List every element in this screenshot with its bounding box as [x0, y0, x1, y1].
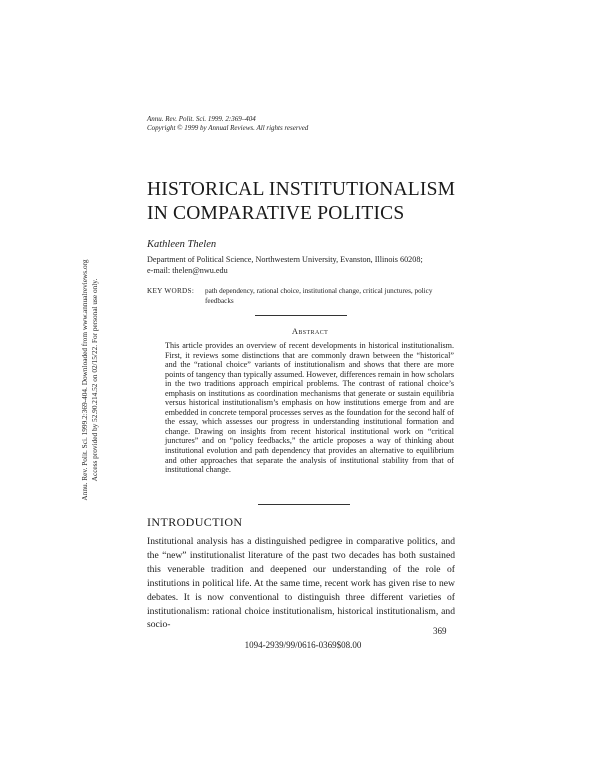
copyright-notice: Copyright © 1999 by Annual Reviews. All rights reserved [147, 124, 309, 132]
author-affiliation: Department of Political Science, Northwestern University, Evanston, Illinois 60208; [147, 255, 423, 264]
abstract-top-divider [255, 315, 347, 316]
footer-code: 1094-2939/99/0616-0369$08.00 [244, 640, 362, 650]
page-number: 369 [433, 626, 447, 636]
side-note-line-1: Annu. Rev. Polit. Sci. 1999.2:369-404. Downloaded from www.annualreviews.org [80, 259, 89, 501]
title-line-2: IN COMPARATIVE POLITICS [147, 203, 405, 224]
journal-citation: Annu. Rev. Polit. Sci. 1999. 2:369–404 [147, 115, 256, 123]
side-note-line-2: Access provided by 52.90.214.52 on 02/15/22. For personal use only. [89, 278, 99, 482]
introduction-text: Institutional analysis has a distinguished pedigree in comparative politics, and the “new” institutionalist literature of the past two decades has both sustained this venerable tradition and deepened our understanding of the role of institutions in political life. At the same time, recent work has given rise to new debates. It is now conventional to distinguish three different varieties of institutionalism: rational choice institutionalism, historical institutionalism, and socio- [147, 536, 455, 631]
journal-header [147, 115, 308, 133]
abstract-text: This article provides an overview of recent developments in historical institutionalism. First, it reviews some distinctions that are commonly drawn between the “historical” and the “rational choice” variants of institutionalism and shows that there are more points of tangency than typically assumed. However, differences remain in how scholars in the two traditions approach empirical problems. The contrast of rational choice’s emphasis on institutions as coordination mechanisms that generate or sustain equilibria versus historical institutionalism’s emphasis on how institutions emerge from and are embedded in concrete temporal processes serves as the foundation for the second half of the essay, which assesses our progress in understanding institutional formation and change. Drawing on insights from recent historical institutional work on “critical junctures” and on “policy feedbacks,” the article proposes a way of thinking about institutional evolution and path dependency that provides an alternative to equilibrium and other approaches that separate the analysis of institutional stability from that of institutional change. [165, 341, 454, 475]
author-affiliation-block [147, 254, 423, 276]
author-name: Kathleen Thelen [147, 239, 217, 250]
abstract-heading: Abstract [291, 326, 329, 336]
abstract-bottom-divider [258, 504, 350, 505]
author-email[interactable]: e-mail: thelen@nwu.edu [147, 266, 228, 275]
introduction-heading: INTRODUCTION [147, 515, 243, 529]
title-line-1: HISTORICAL INSTITUTIONALISM [147, 179, 456, 200]
article-title [147, 178, 455, 226]
download-side-note [80, 230, 100, 530]
keywords-block [147, 286, 447, 306]
keywords-text: path dependency, rational choice, institutional change, critical junctures, policy feedbacks [205, 287, 433, 305]
keywords-label: KEY WORDS: [147, 287, 195, 295]
